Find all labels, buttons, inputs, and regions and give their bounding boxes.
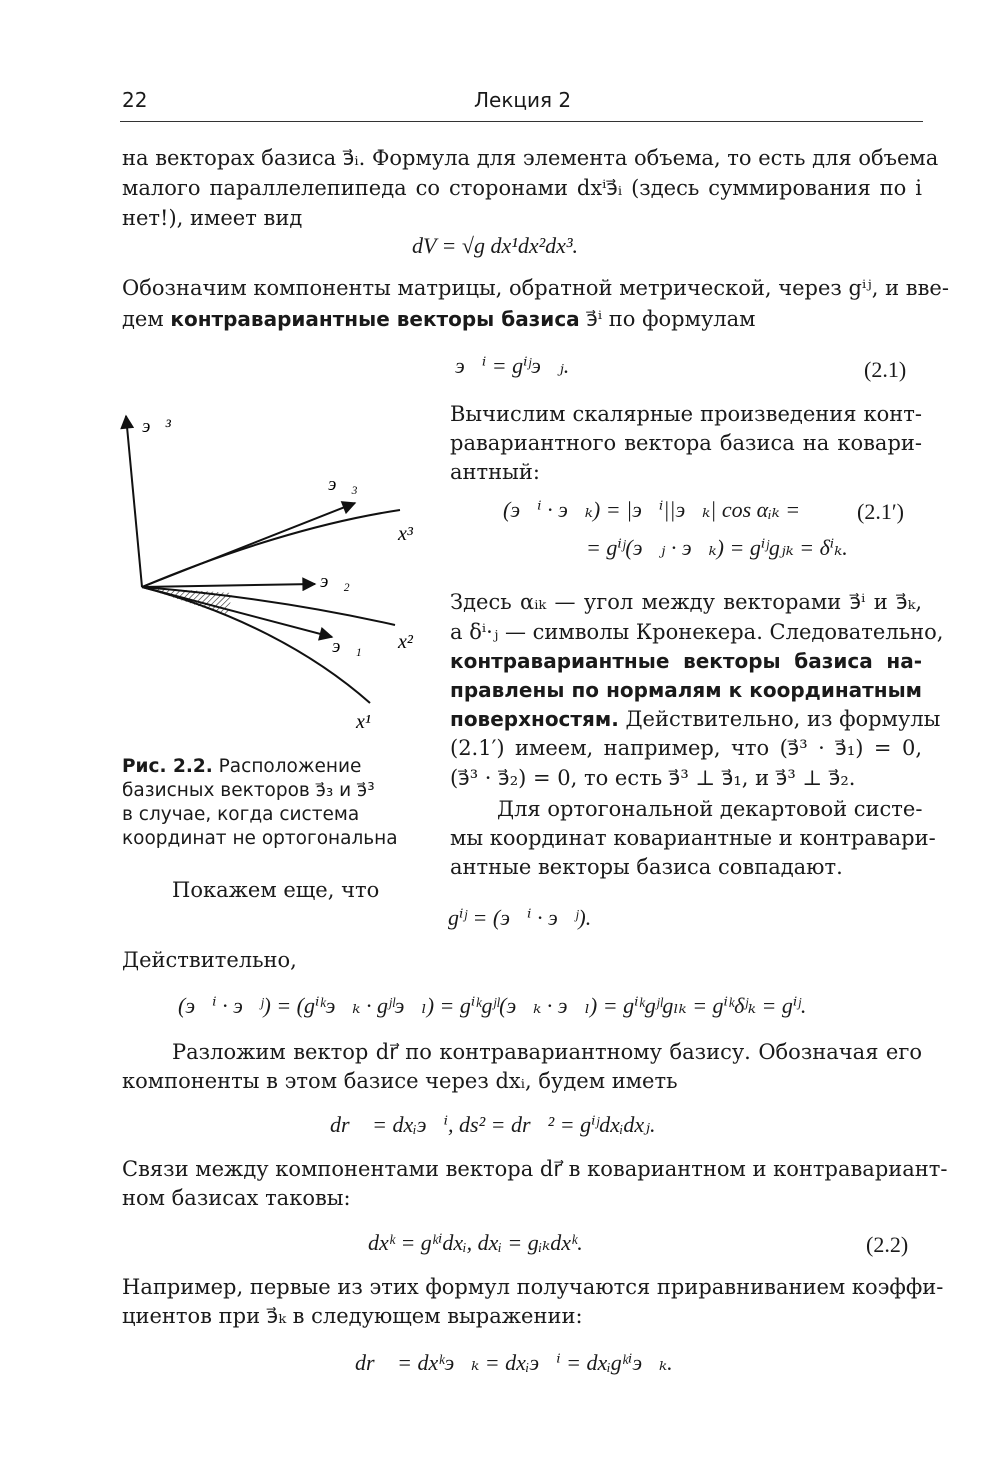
caption-label: Рис. 2.2.	[122, 756, 213, 777]
formula-dr: dr⃗ = dxᵢэ⃗ⁱ, ds² = dr⃗² = gⁱʲdxᵢdxⱼ.	[330, 1112, 656, 1137]
label-x3: x³	[398, 523, 413, 545]
figure-caption	[122, 755, 412, 851]
text-line-bold	[450, 649, 922, 673]
caption-text: Расположение	[218, 756, 362, 777]
text-line: Действительно,	[122, 948, 297, 972]
header-rule	[120, 121, 923, 122]
text-fragment: Действительно, из формулы	[618, 707, 941, 731]
text-line: на векторах базиса э⃗ᵢ. Формула для элемента объема, то есть для объема	[122, 146, 939, 170]
vector-e1	[142, 587, 332, 637]
caption-line: в случае, когда система	[122, 804, 360, 825]
text-line: ном базисах таковы:	[122, 1186, 351, 1210]
text-line: циентов при э⃗ₖ в следующем выражении:	[122, 1304, 583, 1328]
label-e3-contra: э⃗³	[142, 416, 171, 437]
eq-2-2-formula: dxᵏ = gᵏⁱdxᵢ, dxᵢ = gᵢₖdxᵏ.	[368, 1230, 583, 1255]
text-line: равариантного вектора базиса на ковари-	[450, 431, 922, 455]
eq-2-1p-line2: = gⁱʲ(э⃗ⱼ · э⃗ₖ) = gⁱʲgⱼₖ = δⁱₖ.	[586, 535, 848, 560]
text-line: Разложим вектор dr⃗ по контравариантному базису. Обозначая его	[172, 1040, 922, 1064]
figure-basis-vectors	[110, 400, 430, 730]
eq-2-1-number: (2.1)	[864, 357, 907, 382]
text-line-mixed	[450, 707, 940, 731]
eq-2-1-formula: э⃗ⁱ = gⁱʲэ⃗ⱼ.	[455, 353, 570, 378]
formula-g: gⁱʲ = (э⃗ⁱ · э⃗ʲ).	[448, 905, 592, 930]
label-e2: э⃗₂	[320, 571, 350, 592]
caption-line: координат не ортогональна	[122, 828, 398, 849]
text-line: Покажем еще, что	[172, 878, 380, 902]
text-line: Например, первые из этих формул получаются приравниванием коэффи-	[122, 1275, 944, 1299]
bold-term: контравариантные векторы базиса	[170, 307, 580, 331]
text-fragment: дем	[122, 307, 171, 331]
page-number: 22	[122, 88, 148, 112]
vector-e3-contra	[126, 416, 142, 587]
text-line: Для ортогональной декартовой систе-	[497, 797, 923, 821]
text-line: антный:	[450, 460, 540, 484]
text-line: Здесь αᵢₖ — угол между векторами э⃗ⁱ и э⃗ₖ,	[450, 590, 922, 614]
caption-line: базисных векторов э⃗₃ и э⃗³	[122, 780, 375, 801]
text-line-bold	[450, 678, 922, 702]
text-line: (2.1′) имеем, например, что (э⃗³ · э⃗₁) = 0,	[450, 736, 922, 760]
running-title: Лекция 2	[474, 88, 572, 112]
formula-dV: dV = √g dx¹dx²dx³.	[412, 233, 579, 258]
bold-text: контравариантные векторы базиса на-	[450, 649, 922, 673]
bold-text: правлены по нормалям к координатным	[450, 678, 922, 702]
label-x2: x²	[398, 631, 413, 653]
label-e3: э⃗₃	[328, 474, 358, 495]
caption-line-1	[122, 755, 412, 779]
text-line: компоненты в этом базисе через dxᵢ, будем иметь	[122, 1069, 678, 1093]
text-line: Вычислим скалярные произведения конт-	[450, 402, 922, 426]
text-line-with-bold	[122, 307, 756, 331]
curve-x3	[142, 510, 400, 587]
text-line: Связи между компонентами вектора dr⃗ в ковариантном и контравариант-	[122, 1157, 948, 1181]
text-line: Обозначим компоненты матрицы, обратной метрической, через gⁱʲ, и вве-	[122, 276, 949, 300]
text-line: (э⃗³ · э⃗₂) = 0, то есть э⃗³ ⊥ э⃗₁, и э⃗³ ⊥ э⃗₂.	[450, 766, 856, 790]
text-line: нет!), имеет вид	[122, 206, 303, 230]
formula-long: (э⃗ⁱ · э⃗ʲ) = (gⁱᵏэ⃗ₖ · gʲˡэ⃗ₗ) = gⁱᵏgʲˡ(э⃗ₖ · э⃗ₗ) = gⁱᵏgʲˡgₗₖ = gⁱᵏδʲₖ = gⁱʲ.	[178, 993, 807, 1018]
eq-2-2-number: (2.2)	[866, 1232, 909, 1257]
eq-2-1p-line1: (э⃗ⁱ · э⃗ₖ) = |э⃗ⁱ||э⃗ₖ| cos αᵢₖ =	[503, 497, 801, 522]
text-line: а δⁱ·ⱼ — символы Кронекера. Следовательно,	[450, 620, 944, 644]
formula-final: dr⃗ = dxᵏэ⃗ₖ = dxᵢэ⃗ⁱ = dxᵢgᵏⁱэ⃗ₖ.	[355, 1350, 673, 1375]
text-line: мы координат ковариантные и контравари-	[450, 826, 936, 850]
text-line: антные векторы базиса совпадают.	[450, 855, 843, 879]
bold-text: поверхностям.	[450, 707, 619, 731]
label-e1: э⃗₁	[332, 636, 362, 657]
vector-e2	[142, 584, 315, 587]
eq-2-1p-number: (2.1′)	[857, 499, 904, 524]
text-line: малого параллелепипеда со сторонами dxⁱэ⃗ᵢ (здесь суммирования по i	[122, 176, 922, 200]
text-fragment: э⃗ⁱ по формулам	[579, 307, 756, 331]
label-x1: x¹	[356, 711, 371, 730]
